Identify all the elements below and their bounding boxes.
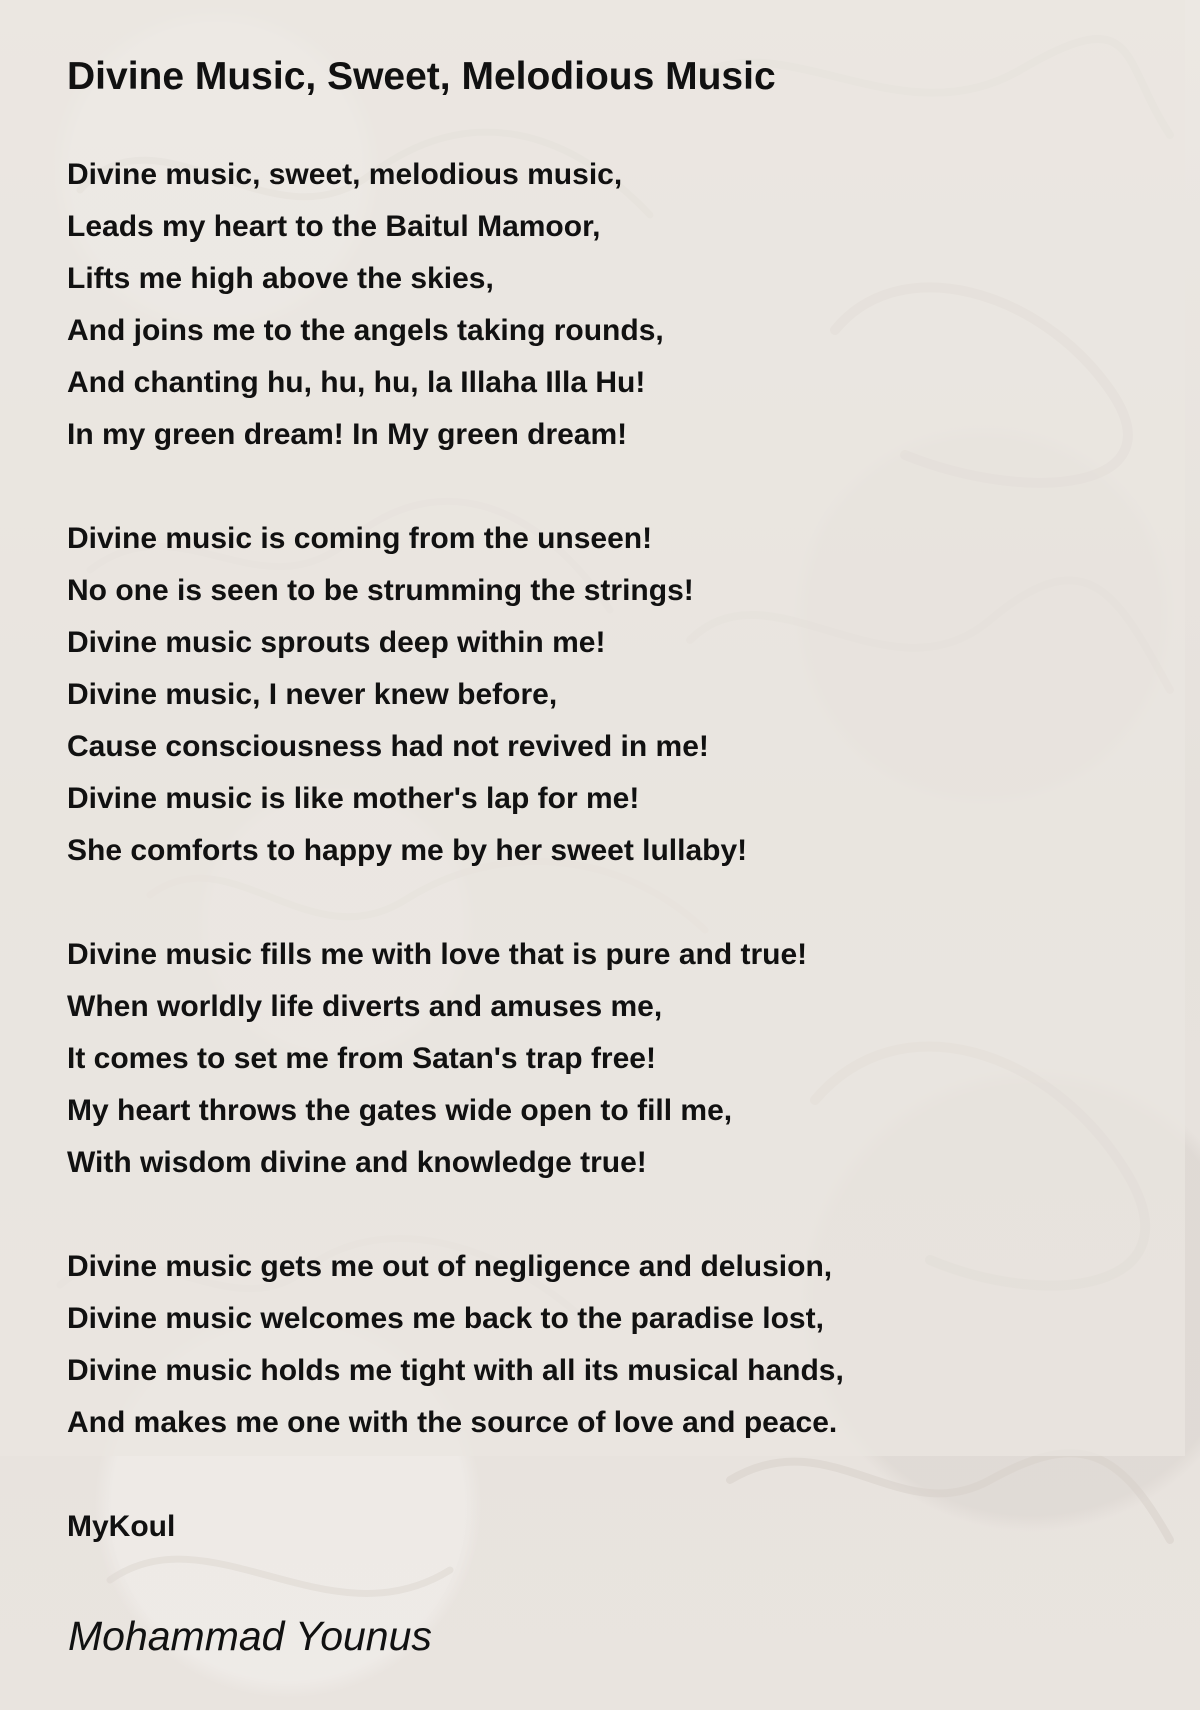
poem-signature: MyKoul xyxy=(67,1510,176,1543)
poem-line: In my green dream! In My green dream! xyxy=(67,418,628,451)
poem-line: And chanting hu, hu, hu, la Illaha Illa Hu! xyxy=(67,366,646,399)
poem-line: Divine music is like mother's lap for me! xyxy=(67,782,640,815)
poem-title: Divine Music, Sweet, Melodious Music xyxy=(67,55,776,98)
stanza-spacer xyxy=(67,1189,1107,1241)
stanza xyxy=(67,149,1107,461)
poem-line: She comforts to happy me by her sweet lullaby! xyxy=(67,834,748,867)
poem-line: Divine music holds me tight with all its musical hands, xyxy=(67,1354,844,1387)
poem-line: No one is seen to be strumming the strings! xyxy=(67,574,694,607)
poem-line: When worldly life diverts and amuses me, xyxy=(67,990,663,1023)
poem-line: And makes me one with the source of love and peace. xyxy=(67,1406,838,1439)
stanza-spacer xyxy=(67,1449,1107,1501)
poem-line: Divine music is coming from the unseen! xyxy=(67,522,653,555)
paper-swirl xyxy=(110,1559,450,1593)
poem-line: My heart throws the gates wide open to fill me, xyxy=(67,1094,733,1127)
stanza xyxy=(67,929,1107,1189)
poem-line: With wisdom divine and knowledge true! xyxy=(67,1146,647,1179)
poem-line: Leads my heart to the Baitul Mamoor, xyxy=(67,210,601,243)
poem-line: Divine music, I never knew before, xyxy=(67,678,558,711)
poem-line: Cause consciousness had not revived in me! xyxy=(67,730,709,763)
poem-line: It comes to set me from Satan's trap free! xyxy=(67,1042,656,1075)
poem-body xyxy=(67,149,1107,1553)
stanza xyxy=(67,513,1107,877)
poem-line: Divine music sprouts deep within me! xyxy=(67,626,606,659)
poem-line: Divine music gets me out of negligence and delusion, xyxy=(67,1250,833,1283)
poem-line: And joins me to the angels taking rounds, xyxy=(67,314,664,347)
stanza-spacer xyxy=(67,877,1107,929)
author-name: Mohammad Younus xyxy=(68,1613,432,1659)
poem-line: Divine music fills me with love that is pure and true! xyxy=(67,938,808,971)
poem-line: Lifts me high above the skies, xyxy=(67,262,494,295)
poem-line: Divine music welcomes me back to the paradise lost, xyxy=(67,1302,824,1335)
stanza xyxy=(67,1241,1107,1449)
stanza-spacer xyxy=(67,461,1107,513)
poem-line: Divine music, sweet, melodious music, xyxy=(67,158,623,191)
